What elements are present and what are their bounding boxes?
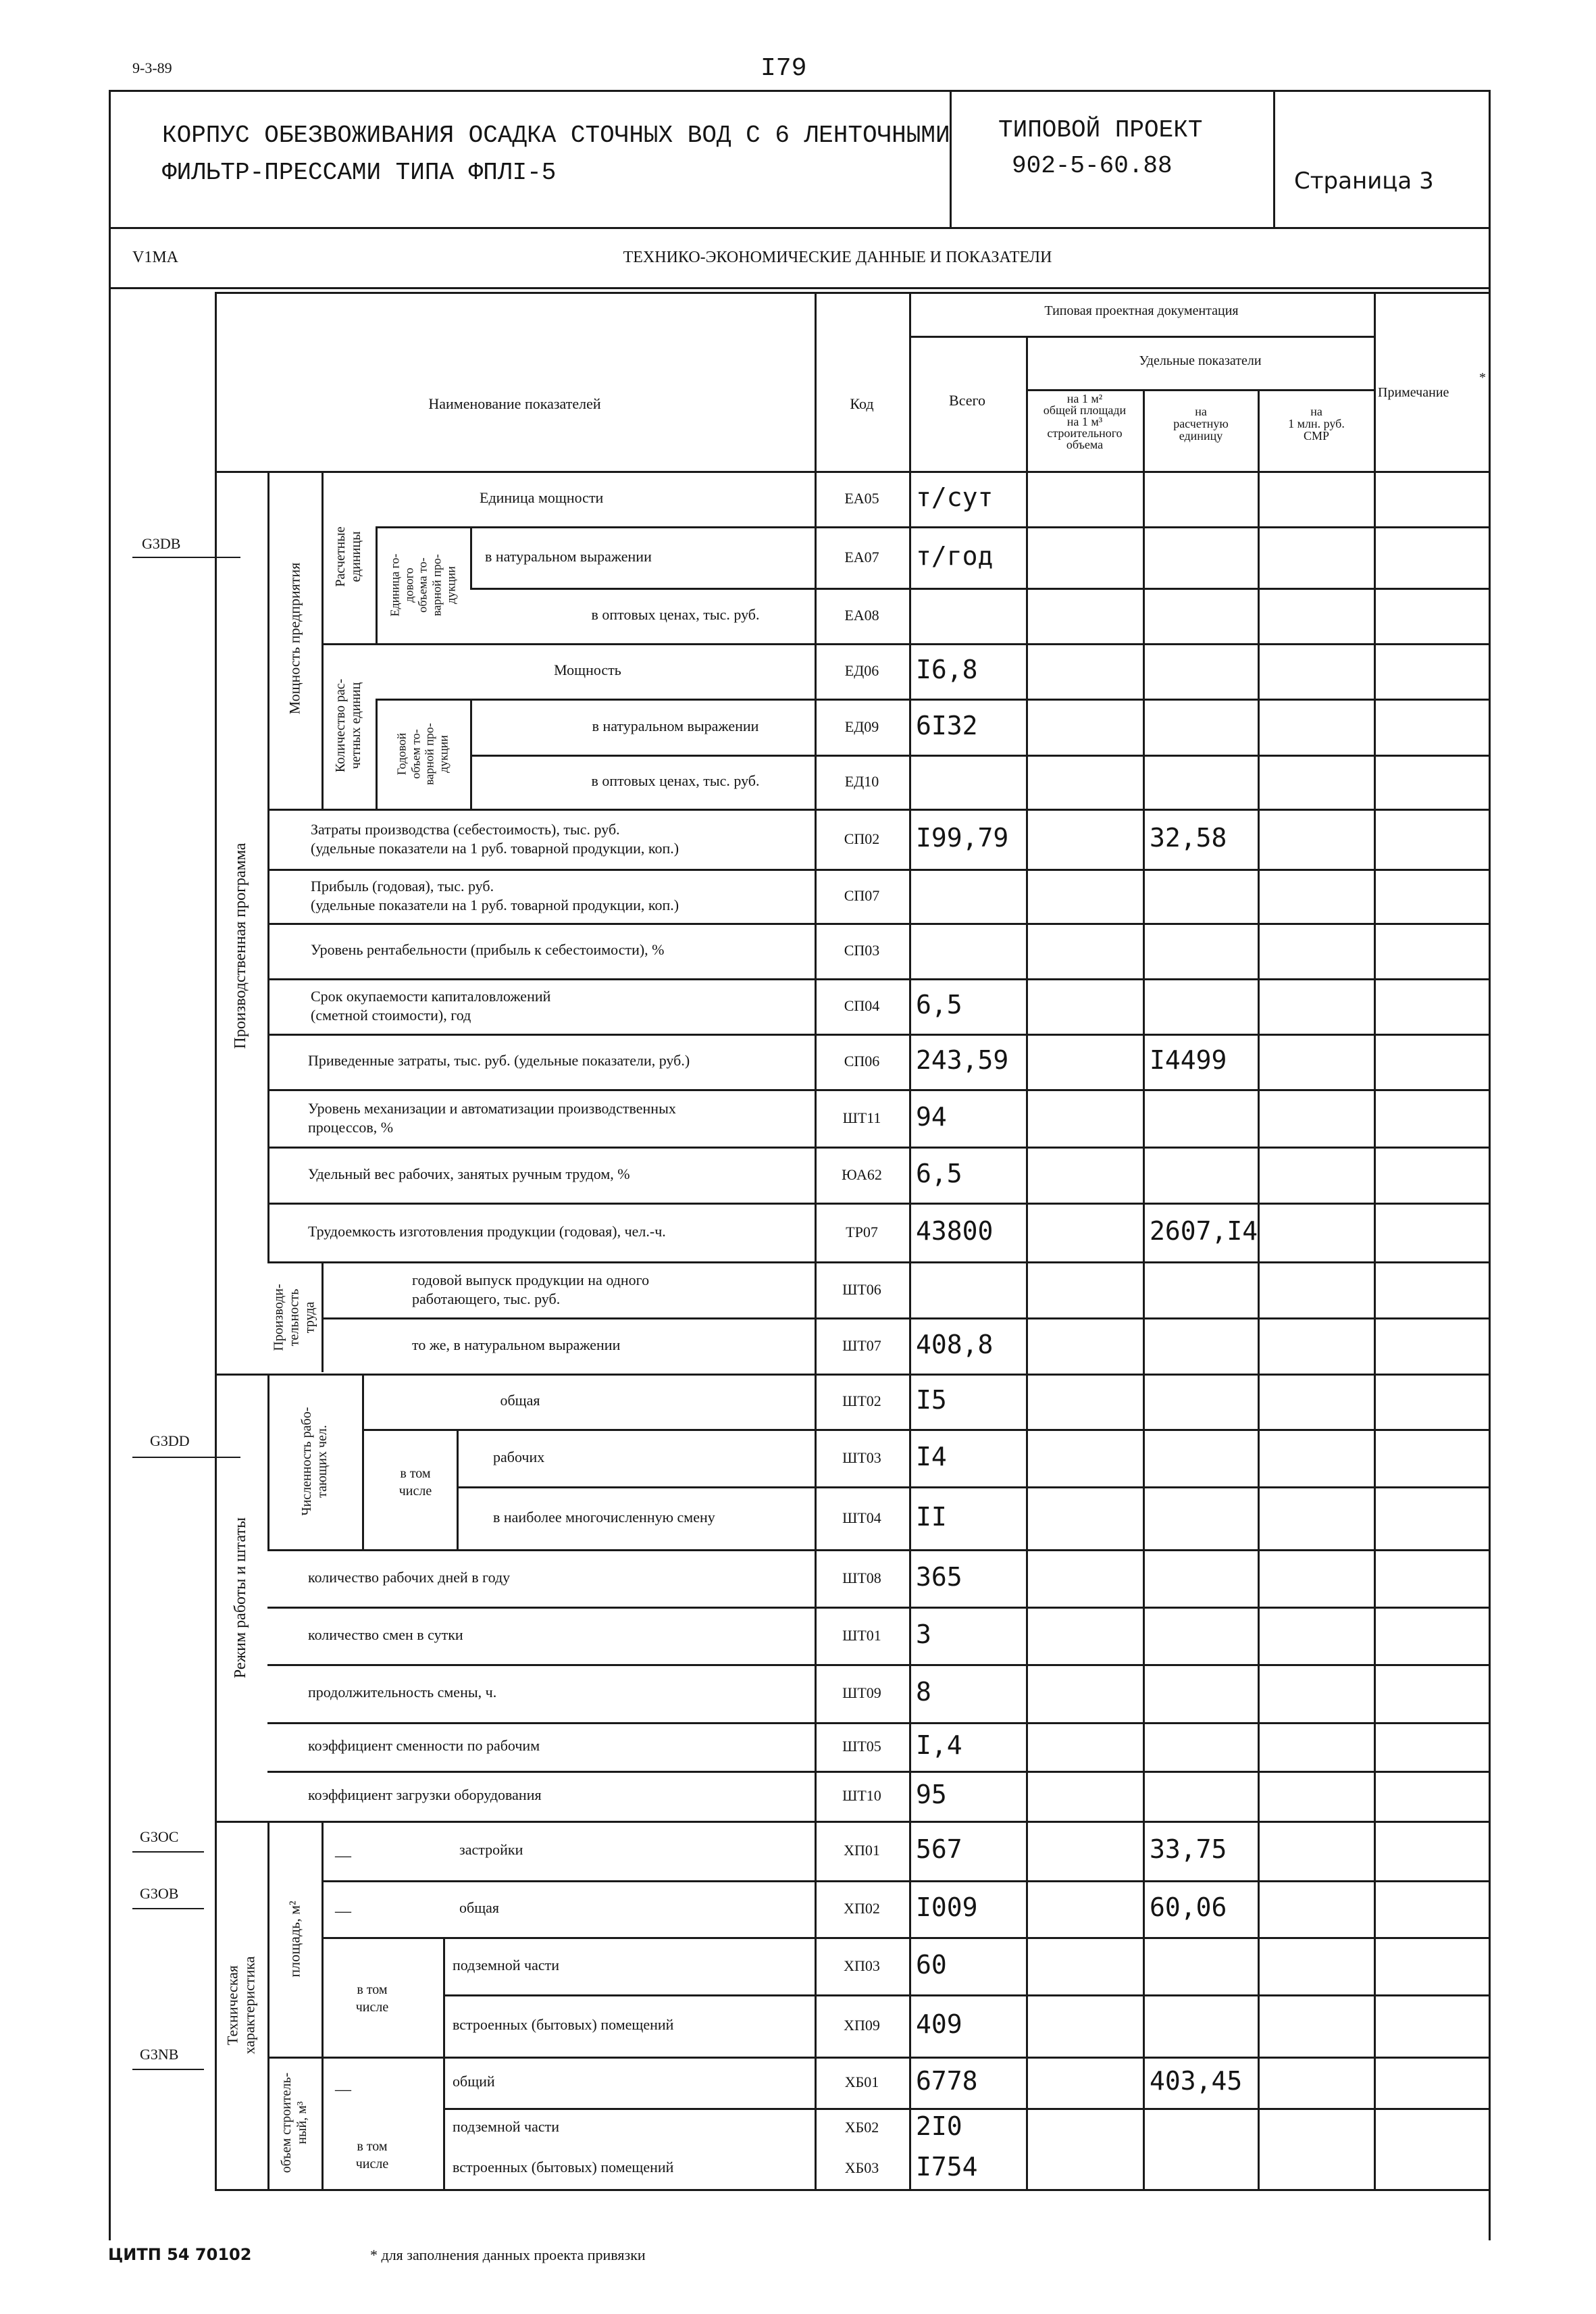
row-code: ШТ11 [842,1109,881,1126]
row-name: Приведенные затраты, тыс. руб. (удельные показатели, руб.) [308,1052,690,1069]
label-prod-program: Производственная программа [232,842,250,1049]
row-code: ХП02 [844,1900,880,1917]
label-volume: объем строитель- ный, м³ [279,2072,309,2173]
row-name: общая [500,1392,540,1409]
form-code: V1MA [132,249,179,266]
row-code: ХБ03 [844,2159,879,2176]
col-note-mark: * [1479,370,1486,385]
label-incl-workers: в том числе [398,1466,432,1499]
row-name: Затраты производства (себестоимость), тыс. руб. [311,820,620,838]
label-tech: Техническая характеристика [224,1956,258,2055]
row-code: ШТ06 [842,1280,881,1298]
row-total-value: I009 [916,1892,978,1922]
footer-footnote: * для заполнения данных проекта привязки [370,2246,646,2263]
dash-1: — [335,1847,351,1865]
dash-3: — [335,2081,351,2098]
label-area: площадь, м² [286,1901,303,1978]
row-name: Удельный вес рабочих, занятых ручным трудом, % [308,1165,630,1182]
title-line-1: КОРПУС ОБЕЗВОЖИВАНИЯ ОСАДКА СТОЧНЫХ ВОД С 6 ЛЕНТОЧНЫМИ [162,122,950,149]
row-code: СП02 [844,830,880,847]
row-code: ШТ04 [842,1509,881,1526]
row-name: количество рабочих дней в году [308,1568,511,1586]
group-code-g3oc: G3OC [140,1828,179,1845]
row-code: ЮА62 [842,1165,882,1183]
row-total-value: т/сут [916,482,994,512]
group-code-g3dd: G3DD [150,1432,190,1449]
row-per-unit-value: 33,75 [1150,1834,1227,1864]
row-code: ЕД09 [844,718,879,735]
row-code: ХП09 [844,2017,880,2034]
row-total-value: 6778 [916,2066,978,2096]
dash-2: — [335,1903,351,1920]
footer-org-code: ЦИТП 54 70102 [108,2245,252,2264]
label-annual-unit: Единица го- дового объема то- варной про- дукции [388,553,458,617]
row-name: общая [459,1899,500,1916]
row-code: ЕД06 [844,662,879,679]
row-name: подземной части [453,2118,560,2135]
page-label: Страница 3 [1294,168,1434,195]
row-name: подземной части [453,1956,560,1973]
title-line-2: ФИЛЬТР-ПРЕССАМИ ТИПА ФПЛI-5 [162,159,557,186]
group-code-g3nb: G3NB [140,2046,179,2063]
row-name: продолжительность смены, ч. [308,1684,497,1701]
label-count-units: Количество рас- четных единиц [333,678,363,773]
row-name: Мощность [554,661,621,678]
row-name-line2: процессов, % [308,1118,394,1136]
row-total-value: I99,79 [916,822,1009,853]
row-code: ШТ07 [842,1336,881,1354]
label-productivity: Производи- тельность труда [271,1284,317,1351]
row-name-line2: (сметной стоимости), год [311,1007,471,1024]
row-name-line2: (удельные показатели на 1 руб. товарной продукции, коп.) [311,839,679,857]
row-name: встроенных (бытовых) помещений [453,2159,674,2175]
row-name: в натуральном выражении [485,547,652,565]
col-per-unit-header: на расчетную единицу [1173,405,1229,443]
row-name: количество смен в сутки [308,1626,463,1643]
row-code: ХБ02 [844,2119,879,2136]
row-code: ТР07 [846,1223,878,1240]
col-specific-header: Удельные показатели [1139,353,1262,368]
project-code: 902-5-60.88 [1012,152,1173,180]
row-total-value: II [916,1501,947,1532]
row-total-value: 365 [916,1561,962,1592]
row-name: встроенных (бытовых) помещений [453,2016,674,2033]
label-workers: Численность рабо- тающих чел. [299,1407,330,1516]
row-code: ШТ01 [842,1626,881,1644]
row-code: ЕА07 [844,548,879,565]
row-code: ШТ08 [842,1569,881,1586]
row-name: в натуральном выражении [592,717,759,734]
label-calc-units: Расчетные единицы [333,526,363,587]
row-total-value: т/год [916,540,994,571]
row-total-value: 408,8 [916,1329,994,1359]
row-per-unit-value: 2607,I4 [1150,1215,1258,1246]
label-annual-vol: Годовой объем то- варной про- дукции [394,723,451,785]
row-total-value: 43800 [916,1215,994,1246]
label-incl-area: в том числе [355,1982,389,2015]
row-name-line2: работающего, тыс. руб. [412,1290,561,1307]
row-name: рабочих [493,1448,545,1465]
row-total-value: 6,5 [916,990,962,1020]
row-name-line2: (удельные показатели на 1 руб. товарной продукции, коп.) [311,897,679,913]
row-per-unit-value: 60,06 [1150,1892,1227,1922]
col-code-header: Код [850,395,874,412]
row-name: Уровень механизации и автоматизации производственных [308,1099,676,1117]
row-name: застройки [459,1841,523,1858]
row-name: годовой выпуск продукции на одного [412,1271,650,1288]
row-total-value: 3 [916,1619,931,1649]
row-name: то же, в натуральном выражении [412,1336,621,1353]
row-name: в оптовых ценах, тыс. руб. [591,606,760,623]
row-total-value: I754 [916,2152,978,2182]
row-code: СП03 [844,942,880,959]
row-total-value: I5 [916,1385,947,1415]
col-note-header: Примечание [1378,385,1449,400]
col-typical-doc-header: Типовая проектная документация [1044,303,1239,318]
row-total-value: 8 [916,1677,931,1707]
section-title: ТЕХНИКО-ЭКОНОМИЧЕСКИЕ ДАННЫЕ И ПОКАЗАТЕЛИ [623,249,1052,266]
row-total-value: 6I32 [916,710,978,740]
row-name: в оптовых ценах, тыс. руб. [591,772,760,789]
group-code-g3ob: G3OB [140,1885,179,1902]
label-work-mode: Режим работы и штаты [232,1517,250,1679]
row-code: ШТ05 [842,1738,881,1755]
row-code: ШТ09 [842,1684,881,1701]
row-code: ШТ02 [842,1392,881,1409]
row-code: ЕА08 [844,607,879,624]
row-code: ЕД10 [844,773,879,790]
row-total-value: 60 [916,1949,947,1980]
label-capacity: Мощность предприятия [286,562,303,715]
row-total-value: 243,59 [916,1045,1009,1075]
row-total-value: I4 [916,1441,947,1472]
row-name: коэффициент сменности по рабочим [308,1737,540,1754]
row-name: Прибыль (годовая), тыс. руб. [311,878,494,895]
row-name: в наиболее многочисленную смену [493,1508,715,1526]
sheet-number: I79 [761,54,807,83]
col-per-m2-header: на 1 м² общей площади на 1 м³ строительного объема [1043,392,1127,451]
row-total-value: 2I0 [916,2111,962,2141]
doc-number: 9-3-89 [132,59,172,76]
row-code: ЕА05 [844,490,879,507]
row-per-unit-value: 403,45 [1150,2066,1243,2096]
row-per-unit-value: 32,58 [1150,822,1227,853]
row-code: ШТ10 [842,1787,881,1804]
row-name: Срок окупаемости капиталовложений [311,988,551,1005]
group-code-g3db: G3DB [142,535,181,552]
row-per-unit-value: I4499 [1150,1045,1227,1075]
row-code: ХП01 [844,1842,880,1859]
row-total-value: 567 [916,1834,962,1864]
row-code: ХБ01 [844,2073,879,2090]
row-code: СП07 [844,887,880,904]
label-incl-volume: в том числе [355,2139,389,2171]
row-total-value: 6,5 [916,1158,962,1188]
row-name: коэффициент загрузки оборудования [308,1786,542,1803]
row-code: СП06 [844,1053,880,1070]
row-code: ХП03 [844,1957,880,1974]
row-total-value: 409 [916,2009,962,2039]
row-total-value: 95 [916,1780,947,1809]
row-name: Единица мощности [480,489,604,506]
row-name: общий [453,2073,495,2090]
row-total-value: I,4 [916,1730,962,1760]
row-total-value: 94 [916,1101,947,1132]
row-name: Трудоемкость изготовления продукции (годовая), чел.-ч. [308,1222,666,1240]
row-code: СП04 [844,997,880,1014]
row-code: ШТ03 [842,1449,881,1466]
project-label: ТИПОВОЙ ПРОЕКТ [998,116,1203,144]
row-total-value: I6,8 [916,655,978,684]
col-total-header: Всего [949,392,985,409]
row-name: Уровень рентабельности (прибыль к себестоимости), % [311,941,665,958]
col-per-mln-header: на 1 млн. руб. СМР [1288,405,1345,443]
col-name-header: Наименование показателей [428,395,601,412]
